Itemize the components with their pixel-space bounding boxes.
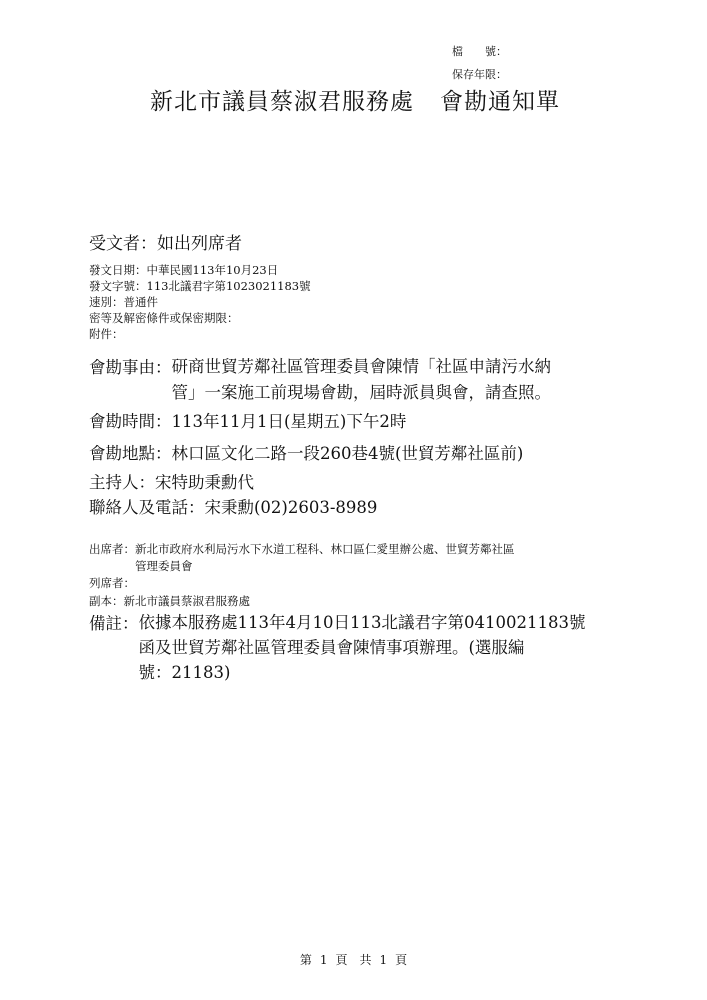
subject-line: 研商世貿芳鄰社區管理委員會陳情「社區申請污水納 — [171, 357, 551, 376]
host — [89, 469, 254, 493]
attachment-line: 附件： — [89, 327, 124, 341]
attendees — [89, 541, 515, 575]
subject-line: 管」一案施工前現場會勘，屆時派員與會，請查照。 — [171, 383, 551, 402]
remark-line: 函及世貿芳鄰社區管理委員會陳情事項辦理。(選服編 — [138, 638, 525, 657]
copy-value: 新北市議員蔡淑君服務處 — [123, 594, 250, 608]
remark-text — [139, 610, 586, 685]
recipient-line: 受文者：如出列席者 — [89, 234, 242, 254]
delivery-speed: 速別：普通件 — [89, 295, 158, 309]
remark-line: 依據本服務處113年4月10日113北議君字第0410021183號 — [138, 613, 586, 632]
contact-label: 聯絡人及電話： — [89, 498, 205, 517]
copy-label: 副本： — [89, 594, 124, 608]
archive-retention-period: 保存年限： — [452, 68, 507, 81]
subject-text — [172, 354, 552, 406]
footer-prefix: 第 — [299, 953, 312, 967]
host-label: 主持人： — [89, 473, 155, 492]
inspection-time — [89, 408, 406, 432]
place-label: 會勘地點： — [89, 444, 172, 463]
place-value: 林口區文化二路一段260巷4號(世貿芳鄰社區前) — [171, 444, 524, 463]
inspection-subject — [89, 354, 551, 406]
footer-middle: 頁 共 — [335, 953, 372, 967]
attendees-line: 管理委員會 — [135, 559, 193, 573]
copy-to — [89, 593, 250, 609]
time-label: 會勘時間： — [89, 412, 172, 431]
footer-page-number: 1 — [319, 953, 328, 967]
document-title — [150, 83, 560, 116]
subject-label: 會勘事由： — [89, 358, 172, 377]
attendees-label: 出席者： — [89, 542, 135, 556]
document-type: 會勘通知單 — [440, 89, 560, 115]
contact-value: 宋秉勳(02)2603-8989 — [204, 498, 378, 517]
host-value: 宋特助秉勳代 — [155, 473, 254, 492]
attendees-line: 新北市政府水利局污水下水道工程科、林口區仁愛里辦公處、世貿芳鄰社區 — [135, 542, 515, 556]
inspection-place — [89, 440, 523, 464]
listed-label: 列席者： — [89, 576, 135, 590]
issue-date: 發文日期：中華民國113年10月23日 — [89, 263, 279, 277]
attendees-list — [135, 541, 515, 575]
remark-label: 備註： — [89, 614, 139, 633]
footer-total-pages: 1 — [379, 953, 388, 967]
archive-file-number: 檔 號： — [452, 45, 507, 58]
remark-line: 號：21183) — [138, 663, 231, 682]
issue-number: 發文字號：113北議君字第1023021183號 — [89, 279, 311, 293]
secrecy-level: 密等及解密條件或保密期限： — [89, 311, 239, 325]
time-value: 113年11月1日(星期五)下午2時 — [171, 412, 407, 431]
page-footer — [0, 951, 707, 968]
listed-attendees — [89, 575, 135, 591]
footer-suffix: 頁 — [395, 953, 408, 967]
contact — [89, 494, 377, 518]
office-name: 新北市議員蔡淑君服務處 — [150, 89, 414, 115]
remarks — [89, 610, 585, 685]
